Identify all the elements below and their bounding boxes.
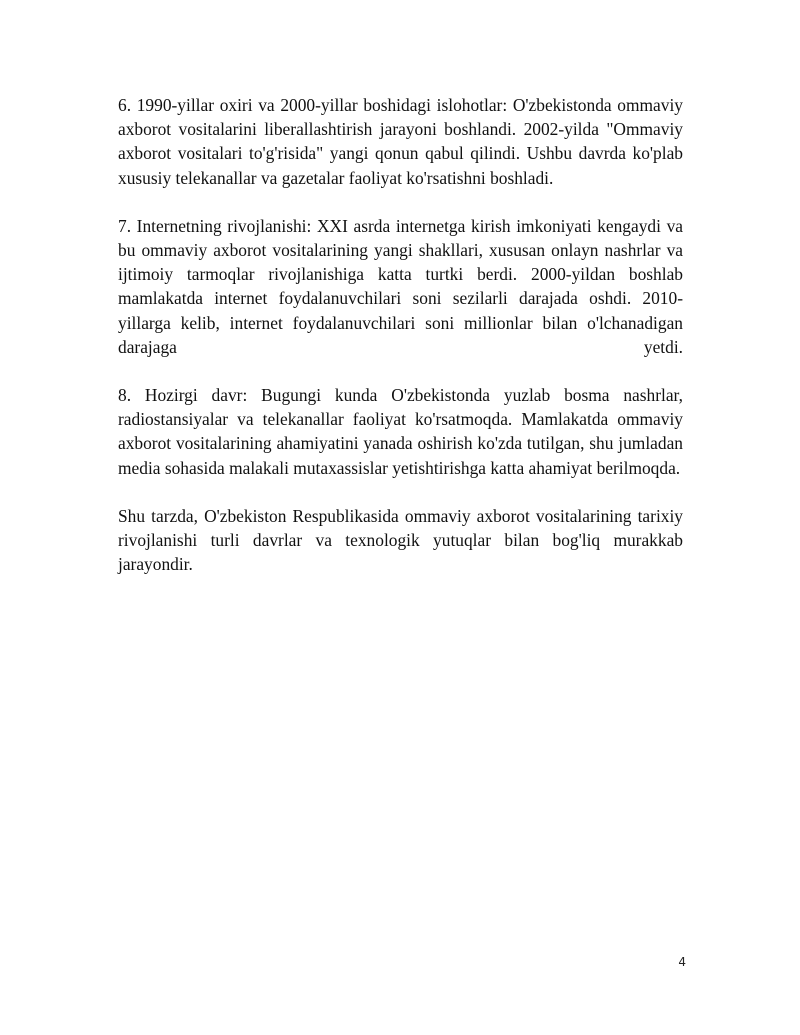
paragraph-reforms: 6. 1990-yillar oxiri va 2000-yillar boshidagi islohotlar: O'zbekistonda ommaviy axborot vositalarini liberallashtirish jarayoni boshlandi. 2002-yilda "Ommaviy axborot vositalari to'g'risida" yangi qonun qabul qilindi. Ushbu davrda ko'plab xususiy telekanallar va gazetalar faoliyat ko'rsatishni boshladi. bbox=[118, 95, 683, 188]
document-body bbox=[118, 93, 683, 600]
paragraph-present-period: 8. Hozirgi davr: Bugungi kunda O'zbekistonda yuzlab bosma nashrlar, radiostansiyalar va telekanallar faoliyat ko'rsatmoqda. Mamlakatda ommaviy axborot vositalarining ahamiyatini yanada oshirish ko'zda tutilgan, shu jumladan media sohasida malakali mutaxassislar yetishtirishga katta ahamiyat berilmoqda. bbox=[118, 385, 683, 478]
paragraph-internet-development: 7. Internetning rivojlanishi: XXI asrda internetga kirish imkoniyati kengaydi va bu ommaviy axborot vositalarining yangi shakllari, xususan onlayn nashrlar va ijtimoiy tarmoqlar rivojlanishiga katta turtki berdi. 2000-yildan boshlab mamlakatda internet foydalanuvchilari soni sezilarli darajada oshdi. 2010-yillarga kelib, internet foydalanuvchilari soni millionlar bilan o'lchanadigan darajaga yetdi. bbox=[118, 215, 683, 357]
paragraph-conclusion: Shu tarzda, O'zbekiston Respublikasida ommaviy axborot vositalarining tarixiy rivojlanishi turli davrlar va texnologik yutuqlar bilan bog'liq murakkab jarayondir. bbox=[118, 505, 683, 575]
page-number: 4 bbox=[678, 955, 686, 969]
